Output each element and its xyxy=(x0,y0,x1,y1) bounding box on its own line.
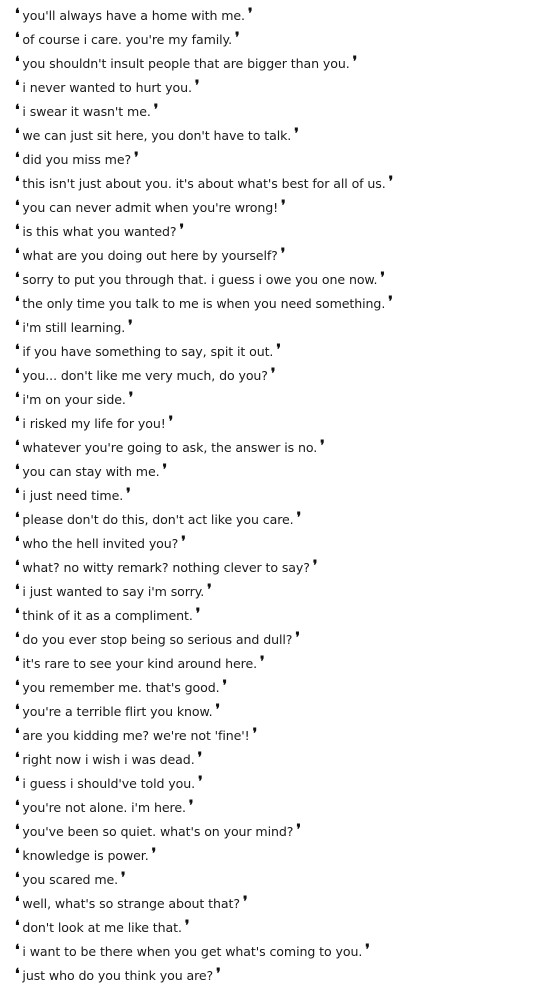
prompt-text: you're a terrible flirt you know. xyxy=(22,704,213,719)
open-quote-icon: ❛ xyxy=(15,174,20,190)
open-quote-icon: ❛ xyxy=(15,150,20,166)
close-quote-icon: ❜ xyxy=(281,198,286,214)
open-quote-icon: ❛ xyxy=(15,726,20,742)
prompt-item xyxy=(15,508,540,532)
prompt-item xyxy=(15,484,540,508)
prompt-text: is this what you wanted? xyxy=(22,224,177,239)
prompt-item xyxy=(15,364,540,388)
open-quote-icon: ❛ xyxy=(15,126,20,142)
prompt-item xyxy=(15,820,540,844)
close-quote-icon: ❜ xyxy=(296,510,301,526)
open-quote-icon: ❛ xyxy=(15,294,20,310)
prompt-text: you remember me. that's good. xyxy=(22,680,220,695)
prompt-text: don't look at me like that. xyxy=(22,920,182,935)
prompt-item xyxy=(15,676,540,700)
prompt-item xyxy=(15,940,540,964)
prompt-text: you... don't like me very much, do you? xyxy=(22,368,268,383)
close-quote-icon: ❜ xyxy=(388,294,393,310)
close-quote-icon: ❜ xyxy=(194,78,200,94)
close-quote-icon: ❜ xyxy=(260,654,265,670)
open-quote-icon: ❛ xyxy=(15,654,20,670)
open-quote-icon: ❛ xyxy=(15,222,20,238)
prompt-item xyxy=(15,100,540,124)
close-quote-icon: ❜ xyxy=(153,102,159,118)
prompt-item xyxy=(15,76,540,100)
open-quote-icon: ❛ xyxy=(15,678,20,694)
prompt-text: think of it as a compliment. xyxy=(22,608,193,623)
open-quote-icon: ❛ xyxy=(15,30,20,46)
open-quote-icon: ❛ xyxy=(15,558,20,574)
prompt-text: you've been so quiet. what's on your mind? xyxy=(22,824,294,839)
prompt-item xyxy=(15,724,540,748)
prompt-text: sorry to put you through that. i guess i owe you one now. xyxy=(22,272,378,287)
close-quote-icon: ❜ xyxy=(352,54,358,70)
prompt-text: of course i care. you're my family. xyxy=(22,32,233,47)
open-quote-icon: ❛ xyxy=(15,318,20,334)
close-quote-icon: ❜ xyxy=(295,630,300,646)
open-quote-icon: ❛ xyxy=(15,246,20,262)
open-quote-icon: ❛ xyxy=(15,798,20,814)
open-quote-icon: ❛ xyxy=(15,846,20,862)
close-quote-icon: ❜ xyxy=(276,342,281,358)
open-quote-icon: ❛ xyxy=(15,486,20,502)
close-quote-icon: ❜ xyxy=(181,534,186,550)
close-quote-icon: ❜ xyxy=(296,822,301,838)
open-quote-icon: ❛ xyxy=(15,270,20,286)
prompt-item xyxy=(15,868,540,892)
prompt-item xyxy=(15,652,540,676)
open-quote-icon: ❛ xyxy=(15,870,20,886)
close-quote-icon: ❜ xyxy=(134,150,139,166)
open-quote-icon: ❛ xyxy=(15,366,20,382)
close-quote-icon: ❜ xyxy=(388,174,394,190)
close-quote-icon: ❜ xyxy=(320,438,325,454)
prompt-item xyxy=(15,340,540,364)
prompt-text: you scared me. xyxy=(22,872,119,887)
prompt-text: i just need time. xyxy=(22,488,124,503)
close-quote-icon: ❜ xyxy=(128,390,134,406)
prompt-item xyxy=(15,316,540,340)
prompt-text: i'm still learning. xyxy=(22,320,126,335)
close-quote-icon: ❜ xyxy=(252,726,258,742)
prompt-text: i'm on your side. xyxy=(22,392,126,407)
open-quote-icon: ❛ xyxy=(15,462,20,478)
close-quote-icon: ❜ xyxy=(312,558,318,574)
open-quote-icon: ❛ xyxy=(15,534,20,550)
close-quote-icon: ❜ xyxy=(162,462,167,478)
prompt-item xyxy=(15,220,540,244)
prompt-text: did you miss me? xyxy=(22,152,132,167)
prompt-text: this isn't just about you. it's about what's best for all of us. xyxy=(22,176,386,191)
prompt-text: you can never admit when you're wrong! xyxy=(22,200,279,215)
prompt-item xyxy=(15,892,540,916)
prompt-text: i risked my life for you! xyxy=(22,416,166,431)
close-quote-icon: ❜ xyxy=(184,918,190,934)
close-quote-icon: ❜ xyxy=(179,222,184,238)
close-quote-icon: ❜ xyxy=(222,678,227,694)
open-quote-icon: ❛ xyxy=(15,102,20,118)
prompt-item xyxy=(15,532,540,556)
prompt-item xyxy=(15,388,540,412)
prompt-text: are you kidding me? we're not 'fine'! xyxy=(22,728,250,743)
open-quote-icon: ❛ xyxy=(15,966,20,982)
close-quote-icon: ❜ xyxy=(294,126,299,142)
open-quote-icon: ❛ xyxy=(15,942,20,958)
prompt-item xyxy=(15,700,540,724)
prompt-text: if you have something to say, spit it out. xyxy=(22,344,274,359)
open-quote-icon: ❛ xyxy=(15,198,20,214)
prompt-text: just who do you think you are? xyxy=(22,968,214,983)
open-quote-icon: ❛ xyxy=(15,606,20,622)
close-quote-icon: ❜ xyxy=(270,366,276,382)
prompt-item xyxy=(15,292,540,316)
close-quote-icon: ❜ xyxy=(168,414,174,430)
open-quote-icon: ❛ xyxy=(15,414,20,430)
open-quote-icon: ❛ xyxy=(15,918,20,934)
prompt-text: who the hell invited you? xyxy=(22,536,179,551)
prompt-item xyxy=(15,4,540,28)
prompt-text: you shouldn't insult people that are bigger than you. xyxy=(22,56,350,71)
prompt-text: i swear it wasn't me. xyxy=(22,104,151,119)
prompt-text: what are you doing out here by yourself? xyxy=(22,248,278,263)
prompt-text: i never wanted to hurt you. xyxy=(22,80,192,95)
open-quote-icon: ❛ xyxy=(15,342,20,358)
close-quote-icon: ❜ xyxy=(198,774,203,790)
close-quote-icon: ❜ xyxy=(380,270,385,286)
close-quote-icon: ❜ xyxy=(121,870,126,886)
prompt-item xyxy=(15,460,540,484)
close-quote-icon: ❜ xyxy=(195,606,201,622)
prompt-text: please don't do this, don't act like you care. xyxy=(22,512,294,527)
prompt-text: you can stay with me. xyxy=(22,464,160,479)
open-quote-icon: ❛ xyxy=(15,438,20,454)
prompt-item xyxy=(15,772,540,796)
close-quote-icon: ❜ xyxy=(235,30,240,46)
prompt-item xyxy=(15,628,540,652)
prompt-text: i guess i should've told you. xyxy=(22,776,196,791)
close-quote-icon: ❜ xyxy=(151,846,157,862)
prompt-text: right now i wish i was dead. xyxy=(22,752,195,767)
open-quote-icon: ❛ xyxy=(15,774,20,790)
open-quote-icon: ❛ xyxy=(15,822,20,838)
close-quote-icon: ❜ xyxy=(280,246,286,262)
prompt-text: it's rare to see your kind around here. xyxy=(22,656,257,671)
prompt-text: i want to be there when you get what's coming to you. xyxy=(22,944,363,959)
open-quote-icon: ❛ xyxy=(15,894,20,910)
close-quote-icon: ❜ xyxy=(365,942,370,958)
open-quote-icon: ❛ xyxy=(15,750,20,766)
close-quote-icon: ❜ xyxy=(207,582,212,598)
close-quote-icon: ❜ xyxy=(126,486,131,502)
open-quote-icon: ❛ xyxy=(15,78,20,94)
prompt-item xyxy=(15,244,540,268)
open-quote-icon: ❛ xyxy=(15,630,20,646)
prompt-item xyxy=(15,748,540,772)
prompt-text: knowledge is power. xyxy=(22,848,149,863)
open-quote-icon: ❛ xyxy=(15,510,20,526)
close-quote-icon: ❜ xyxy=(215,702,220,718)
prompt-text: do you ever stop being so serious and dull? xyxy=(22,632,293,647)
prompt-item xyxy=(15,844,540,868)
prompt-item xyxy=(15,556,540,580)
prompt-text: you'll always have a home with me. xyxy=(22,8,245,23)
open-quote-icon: ❛ xyxy=(15,390,20,406)
close-quote-icon: ❜ xyxy=(247,6,253,22)
prompt-item xyxy=(15,28,540,52)
open-quote-icon: ❛ xyxy=(15,54,20,70)
close-quote-icon: ❜ xyxy=(216,966,221,982)
close-quote-icon: ❜ xyxy=(188,798,194,814)
close-quote-icon: ❜ xyxy=(128,318,133,334)
open-quote-icon: ❛ xyxy=(15,582,20,598)
prompt-item xyxy=(15,964,540,988)
prompt-item xyxy=(15,148,540,172)
prompt-item xyxy=(15,412,540,436)
prompt-text: the only time you talk to me is when you need something. xyxy=(22,296,386,311)
prompt-item xyxy=(15,796,540,820)
open-quote-icon: ❛ xyxy=(15,6,20,22)
open-quote-icon: ❛ xyxy=(15,702,20,718)
prompt-text: we can just sit here, you don't have to talk. xyxy=(22,128,292,143)
close-quote-icon: ❜ xyxy=(197,750,203,766)
prompt-text: whatever you're going to ask, the answer is no. xyxy=(22,440,318,455)
prompt-text: you're not alone. i'm here. xyxy=(22,800,186,815)
prompt-item xyxy=(15,124,540,148)
prompt-item xyxy=(15,196,540,220)
prompt-item xyxy=(15,172,540,196)
prompt-item xyxy=(15,580,540,604)
prompt-item xyxy=(15,604,540,628)
prompt-text: well, what's so strange about that? xyxy=(22,896,240,911)
prompt-item xyxy=(15,436,540,460)
prompt-text: what? no witty remark? nothing clever to say? xyxy=(22,560,310,575)
prompt-item xyxy=(15,268,540,292)
prompt-text: i just wanted to say i'm sorry. xyxy=(22,584,205,599)
prompt-item xyxy=(15,916,540,940)
close-quote-icon: ❜ xyxy=(242,894,248,910)
prompt-item xyxy=(15,52,540,76)
